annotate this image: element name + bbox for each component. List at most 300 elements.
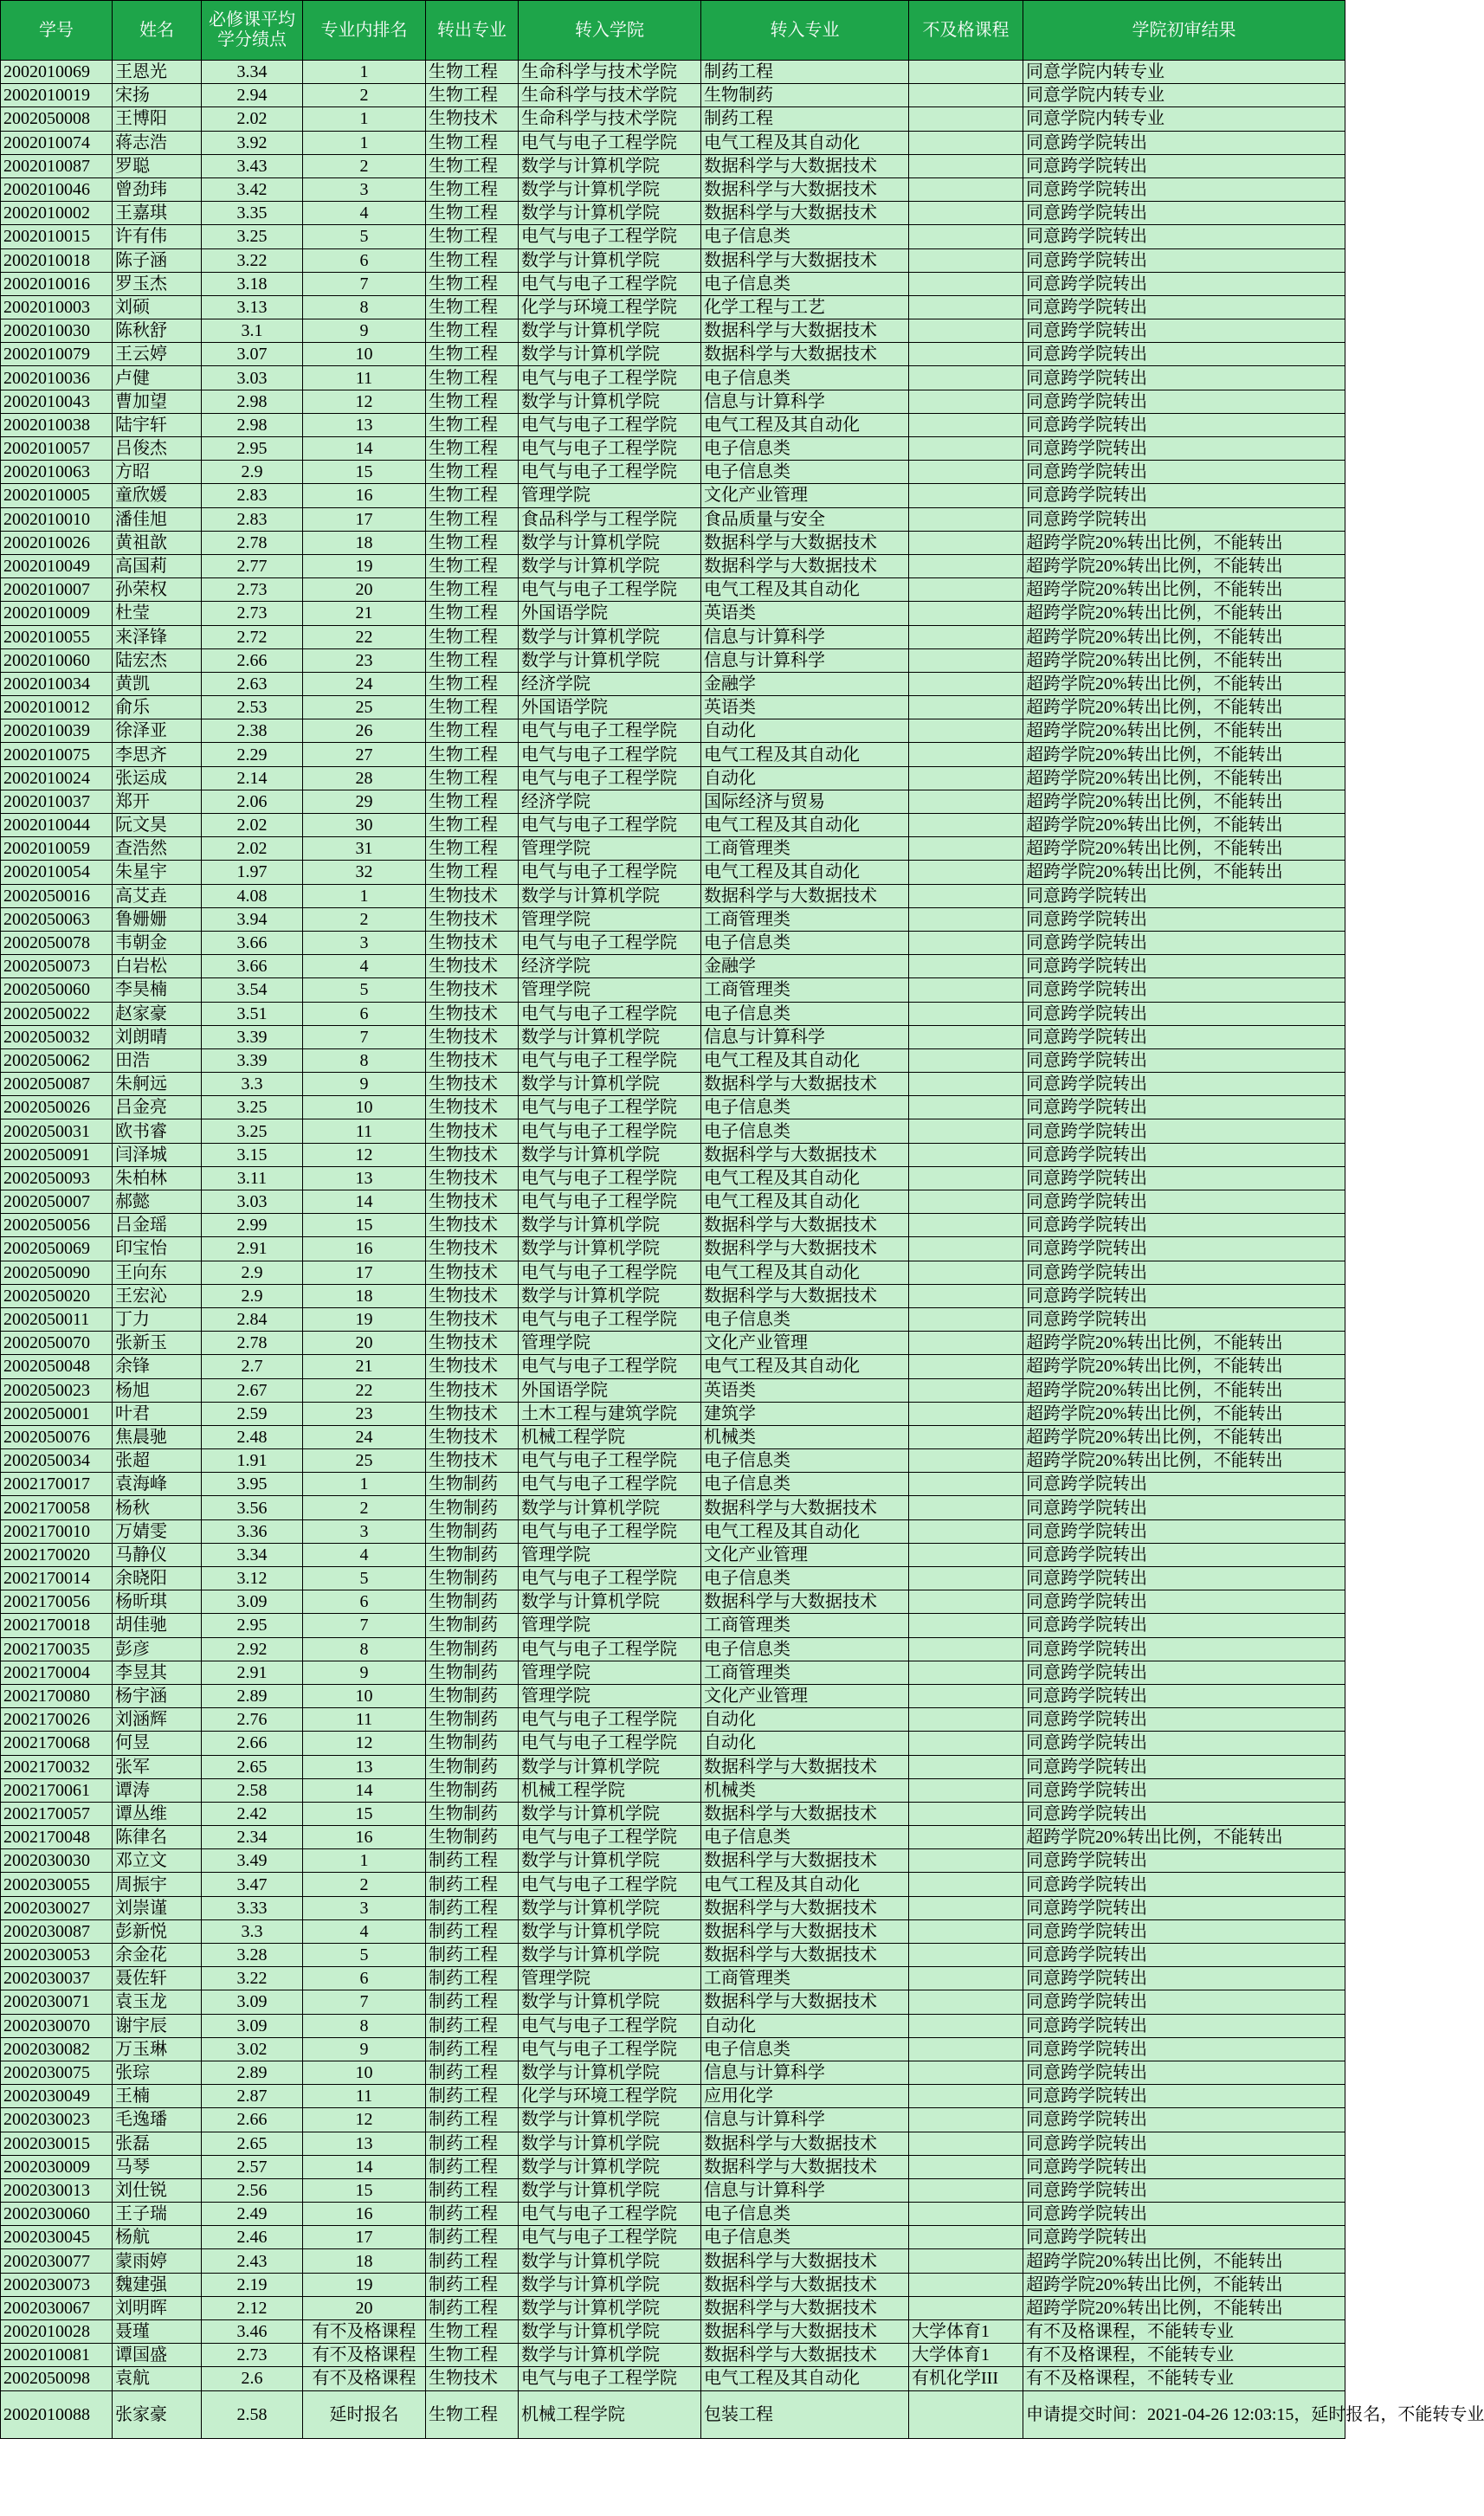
failed-course-cell[interactable] <box>909 2203 1023 2226</box>
name-cell[interactable]: 宋扬 <box>113 84 202 107</box>
to-major-cell[interactable]: 数据科学与大数据技术 <box>701 154 909 177</box>
gpa-cell[interactable]: 2.49 <box>202 2203 303 2226</box>
student-id-cell[interactable]: 2002030053 <box>1 1944 113 1967</box>
review-result-cell[interactable]: 超跨学院20%转出比例，不能转出 <box>1023 1332 1345 1355</box>
student-id-cell[interactable]: 2002010012 <box>1 696 113 719</box>
review-result-cell[interactable]: 同意跨学院转出 <box>1023 1802 1345 1825</box>
rank-cell[interactable]: 2 <box>303 1873 426 1896</box>
to-college-cell[interactable]: 机械工程学院 <box>519 2390 701 2438</box>
gpa-cell[interactable]: 3.09 <box>202 1590 303 1614</box>
student-id-cell[interactable]: 2002010057 <box>1 437 113 461</box>
gpa-cell[interactable]: 3.18 <box>202 272 303 295</box>
failed-course-cell[interactable] <box>909 2155 1023 2178</box>
to-major-cell[interactable]: 制药工程 <box>701 107 909 131</box>
failed-course-cell[interactable] <box>909 84 1023 107</box>
failed-course-cell[interactable] <box>909 2296 1023 2319</box>
rank-cell[interactable]: 25 <box>303 1449 426 1473</box>
to-major-cell[interactable]: 文化产业管理 <box>701 1684 909 1707</box>
gpa-cell[interactable]: 2.43 <box>202 2249 303 2273</box>
gpa-cell[interactable]: 2.95 <box>202 437 303 461</box>
review-result-cell[interactable]: 同意跨学院转出 <box>1023 1637 1345 1661</box>
to-college-cell[interactable]: 管理学院 <box>519 1543 701 1566</box>
failed-course-cell[interactable] <box>909 1802 1023 1825</box>
name-cell[interactable]: 张军 <box>113 1755 202 1778</box>
from-major-cell[interactable]: 生物制药 <box>426 1661 519 1684</box>
review-result-cell[interactable]: 同意跨学院转出 <box>1023 202 1345 225</box>
to-college-cell[interactable]: 电气与电子工程学院 <box>519 931 701 954</box>
review-result-cell[interactable]: 同意跨学院转出 <box>1023 1967 1345 1990</box>
name-cell[interactable]: 田浩 <box>113 1048 202 1072</box>
to-major-cell[interactable]: 自动化 <box>701 1708 909 1732</box>
review-result-cell[interactable]: 同意跨学院转出 <box>1023 1096 1345 1119</box>
to-major-cell[interactable]: 电气工程及其自动化 <box>701 814 909 837</box>
to-major-cell[interactable]: 信息与计算科学 <box>701 1025 909 1048</box>
student-id-cell[interactable]: 2002010018 <box>1 248 113 272</box>
student-id-cell[interactable]: 2002010005 <box>1 484 113 507</box>
to-major-cell[interactable]: 应用化学 <box>701 2085 909 2108</box>
gpa-cell[interactable]: 2.19 <box>202 2273 303 2296</box>
failed-course-cell[interactable] <box>909 1637 1023 1661</box>
student-id-cell[interactable]: 2002030009 <box>1 2155 113 2178</box>
student-id-cell[interactable]: 2002010002 <box>1 202 113 225</box>
student-id-cell[interactable]: 2002030049 <box>1 2085 113 2108</box>
student-id-cell[interactable]: 2002010016 <box>1 272 113 295</box>
failed-course-cell[interactable] <box>909 1496 1023 1519</box>
rank-cell[interactable]: 11 <box>303 2085 426 2108</box>
gpa-cell[interactable]: 3.3 <box>202 1919 303 1943</box>
to-college-cell[interactable]: 电气与电子工程学院 <box>519 1119 701 1143</box>
name-cell[interactable]: 白岩松 <box>113 955 202 978</box>
failed-course-cell[interactable] <box>909 2132 1023 2155</box>
from-major-cell[interactable]: 生物工程 <box>426 696 519 719</box>
to-major-cell[interactable]: 数据科学与大数据技术 <box>701 177 909 201</box>
from-major-cell[interactable]: 生物工程 <box>426 437 519 461</box>
to-college-cell[interactable]: 电气与电子工程学院 <box>519 1355 701 1378</box>
review-result-cell[interactable]: 超跨学院20%转出比例，不能转出 <box>1023 766 1345 790</box>
review-result-cell[interactable]: 超跨学院20%转出比例，不能转出 <box>1023 743 1345 766</box>
failed-course-cell[interactable] <box>909 248 1023 272</box>
to-college-cell[interactable]: 数学与计算机学院 <box>519 1284 701 1307</box>
name-cell[interactable]: 张运成 <box>113 766 202 790</box>
from-major-cell[interactable]: 生物工程 <box>426 295 519 319</box>
name-cell[interactable]: 万婧雯 <box>113 1519 202 1543</box>
failed-course-cell[interactable] <box>909 1873 1023 1896</box>
review-result-cell[interactable]: 同意跨学院转出 <box>1023 884 1345 907</box>
review-result-cell[interactable]: 同意跨学院转出 <box>1023 907 1345 931</box>
to-college-cell[interactable]: 生命科学与技术学院 <box>519 107 701 131</box>
student-id-cell[interactable]: 2002050056 <box>1 1214 113 1237</box>
student-id-cell[interactable]: 2002170058 <box>1 1496 113 1519</box>
review-result-cell[interactable]: 同意跨学院转出 <box>1023 2037 1345 2061</box>
gpa-cell[interactable]: 2.66 <box>202 2108 303 2132</box>
student-id-cell[interactable]: 2002010015 <box>1 225 113 248</box>
student-id-cell[interactable]: 2002170057 <box>1 1802 113 1825</box>
failed-course-cell[interactable] <box>909 154 1023 177</box>
from-major-cell[interactable]: 制药工程 <box>426 2085 519 2108</box>
failed-course-cell[interactable] <box>909 1473 1023 1496</box>
from-major-cell[interactable]: 制药工程 <box>426 2273 519 2296</box>
failed-course-cell[interactable] <box>909 1755 1023 1778</box>
failed-course-cell[interactable] <box>909 907 1023 931</box>
to-major-cell[interactable]: 电气工程及其自动化 <box>701 1355 909 1378</box>
failed-course-cell[interactable] <box>909 1826 1023 1849</box>
name-cell[interactable]: 杨秋 <box>113 1496 202 1519</box>
from-major-cell[interactable]: 生物技术 <box>426 1143 519 1166</box>
to-college-cell[interactable]: 电气与电子工程学院 <box>519 2203 701 2226</box>
from-major-cell[interactable]: 生物技术 <box>426 107 519 131</box>
to-college-cell[interactable]: 数学与计算机学院 <box>519 1755 701 1778</box>
from-major-cell[interactable]: 生物技术 <box>426 1073 519 1096</box>
to-college-cell[interactable]: 食品科学与工程学院 <box>519 507 701 531</box>
failed-course-cell[interactable] <box>909 602 1023 625</box>
to-major-cell[interactable]: 信息与计算科学 <box>701 648 909 672</box>
gpa-cell[interactable]: 2.48 <box>202 1425 303 1448</box>
to-college-cell[interactable]: 数学与计算机学院 <box>519 2344 701 2367</box>
to-major-cell[interactable]: 数据科学与大数据技术 <box>701 884 909 907</box>
to-major-cell[interactable]: 信息与计算科学 <box>701 2178 909 2202</box>
from-major-cell[interactable]: 生物技术 <box>426 2367 519 2390</box>
from-major-cell[interactable]: 生物技术 <box>426 1261 519 1284</box>
student-id-cell[interactable]: 2002050060 <box>1 978 113 1002</box>
rank-cell[interactable]: 5 <box>303 225 426 248</box>
from-major-cell[interactable]: 生物制药 <box>426 1708 519 1732</box>
gpa-cell[interactable]: 2.76 <box>202 1708 303 1732</box>
name-cell[interactable]: 王博阳 <box>113 107 202 131</box>
student-id-cell[interactable]: 2002050023 <box>1 1378 113 1402</box>
rank-cell[interactable]: 21 <box>303 602 426 625</box>
review-result-cell[interactable]: 同意学院内转专业 <box>1023 84 1345 107</box>
to-college-cell[interactable]: 电气与电子工程学院 <box>519 719 701 743</box>
rank-cell[interactable]: 18 <box>303 531 426 554</box>
rank-cell[interactable]: 10 <box>303 343 426 366</box>
to-major-cell[interactable]: 机械类 <box>701 1778 909 1802</box>
rank-cell[interactable]: 9 <box>303 1073 426 1096</box>
to-college-cell[interactable]: 外国语学院 <box>519 696 701 719</box>
to-major-cell[interactable]: 电子信息类 <box>701 1096 909 1119</box>
failed-course-cell[interactable] <box>909 343 1023 366</box>
header-review-result[interactable]: 学院初审结果 <box>1023 1 1345 61</box>
to-major-cell[interactable]: 电气工程及其自动化 <box>701 1048 909 1072</box>
to-major-cell[interactable]: 自动化 <box>701 719 909 743</box>
failed-course-cell[interactable] <box>909 1261 1023 1284</box>
gpa-cell[interactable]: 2.95 <box>202 1614 303 1637</box>
to-major-cell[interactable]: 数据科学与大数据技术 <box>701 1944 909 1967</box>
from-major-cell[interactable]: 制药工程 <box>426 2155 519 2178</box>
to-major-cell[interactable]: 包装工程 <box>701 2390 909 2438</box>
from-major-cell[interactable]: 制药工程 <box>426 2226 519 2249</box>
failed-course-cell[interactable] <box>909 1143 1023 1166</box>
failed-course-cell[interactable] <box>909 461 1023 484</box>
gpa-cell[interactable]: 3.22 <box>202 1967 303 1990</box>
to-college-cell[interactable]: 数学与计算机学院 <box>519 554 701 577</box>
review-result-cell[interactable]: 同意跨学院转出 <box>1023 1025 1345 1048</box>
name-cell[interactable]: 蒋志浩 <box>113 131 202 154</box>
failed-course-cell[interactable] <box>909 1073 1023 1096</box>
student-id-cell[interactable]: 2002010054 <box>1 861 113 884</box>
review-result-cell[interactable]: 超跨学院20%转出比例，不能转出 <box>1023 625 1345 648</box>
to-major-cell[interactable]: 数据科学与大数据技术 <box>701 2155 909 2178</box>
from-major-cell[interactable]: 制药工程 <box>426 1967 519 1990</box>
to-college-cell[interactable]: 电气与电子工程学院 <box>519 225 701 248</box>
gpa-cell[interactable]: 3.25 <box>202 225 303 248</box>
from-major-cell[interactable]: 生物工程 <box>426 861 519 884</box>
name-cell[interactable]: 朱星宇 <box>113 861 202 884</box>
review-result-cell[interactable]: 同意跨学院转出 <box>1023 2178 1345 2202</box>
header-failed-courses[interactable]: 不及格课程 <box>909 1 1023 61</box>
student-id-cell[interactable]: 2002050022 <box>1 1002 113 1025</box>
from-major-cell[interactable]: 生物技术 <box>426 1284 519 1307</box>
student-id-cell[interactable]: 2002030023 <box>1 2108 113 2132</box>
rank-cell[interactable]: 8 <box>303 1637 426 1661</box>
from-major-cell[interactable]: 生物工程 <box>426 507 519 531</box>
gpa-cell[interactable]: 3.46 <box>202 2320 303 2344</box>
from-major-cell[interactable]: 生物技术 <box>426 1002 519 1025</box>
from-major-cell[interactable]: 制药工程 <box>426 2061 519 2084</box>
gpa-cell[interactable]: 2.92 <box>202 1637 303 1661</box>
gpa-cell[interactable]: 2.9 <box>202 1261 303 1284</box>
rank-cell[interactable]: 11 <box>303 366 426 390</box>
from-major-cell[interactable]: 生物制药 <box>426 1543 519 1566</box>
review-result-cell[interactable]: 超跨学院20%转出比例，不能转出 <box>1023 1355 1345 1378</box>
name-cell[interactable]: 袁玉龙 <box>113 1990 202 2014</box>
to-major-cell[interactable]: 电气工程及其自动化 <box>701 743 909 766</box>
name-cell[interactable]: 袁海峰 <box>113 1473 202 1496</box>
rank-cell[interactable]: 13 <box>303 1166 426 1190</box>
rank-cell[interactable]: 6 <box>303 248 426 272</box>
from-major-cell[interactable]: 生物制药 <box>426 1684 519 1707</box>
from-major-cell[interactable]: 生物制药 <box>426 1802 519 1825</box>
review-result-cell[interactable]: 同意跨学院转出 <box>1023 1284 1345 1307</box>
review-result-cell[interactable]: 同意跨学院转出 <box>1023 1543 1345 1566</box>
from-major-cell[interactable]: 生物工程 <box>426 461 519 484</box>
gpa-cell[interactable]: 3.54 <box>202 978 303 1002</box>
gpa-cell[interactable]: 2.84 <box>202 1307 303 1331</box>
student-id-cell[interactable]: 2002170004 <box>1 1661 113 1684</box>
rank-cell[interactable]: 20 <box>303 1332 426 1355</box>
to-major-cell[interactable]: 数据科学与大数据技术 <box>701 319 909 343</box>
name-cell[interactable]: 王嘉琪 <box>113 202 202 225</box>
from-major-cell[interactable]: 生物技术 <box>426 1096 519 1119</box>
from-major-cell[interactable]: 制药工程 <box>426 1873 519 1896</box>
failed-course-cell[interactable] <box>909 1237 1023 1261</box>
header-name[interactable]: 姓名 <box>113 1 202 61</box>
failed-course-cell[interactable] <box>909 225 1023 248</box>
from-major-cell[interactable]: 生物工程 <box>426 743 519 766</box>
failed-course-cell[interactable] <box>909 1661 1023 1684</box>
name-cell[interactable]: 鲁姗姗 <box>113 907 202 931</box>
from-major-cell[interactable]: 生物技术 <box>426 1190 519 1214</box>
from-major-cell[interactable]: 生物工程 <box>426 2390 519 2438</box>
name-cell[interactable]: 罗聪 <box>113 154 202 177</box>
failed-course-cell[interactable] <box>909 1002 1023 1025</box>
failed-course-cell[interactable]: 大学体育1 <box>909 2344 1023 2367</box>
to-college-cell[interactable]: 土木工程与建筑学院 <box>519 1402 701 1425</box>
review-result-cell[interactable]: 同意跨学院转出 <box>1023 978 1345 1002</box>
name-cell[interactable]: 谭国盛 <box>113 2344 202 2367</box>
name-cell[interactable]: 彭新悦 <box>113 1919 202 1943</box>
failed-course-cell[interactable] <box>909 2249 1023 2273</box>
failed-course-cell[interactable] <box>909 1425 1023 1448</box>
review-result-cell[interactable]: 同意跨学院转出 <box>1023 366 1345 390</box>
review-result-cell[interactable]: 超跨学院20%转出比例，不能转出 <box>1023 578 1345 602</box>
rank-cell[interactable]: 22 <box>303 1378 426 1402</box>
name-cell[interactable]: 马静仪 <box>113 1543 202 1566</box>
to-major-cell[interactable]: 工商管理类 <box>701 1967 909 1990</box>
to-major-cell[interactable]: 电子信息类 <box>701 1567 909 1590</box>
gpa-cell[interactable]: 3.39 <box>202 1025 303 1048</box>
rank-cell[interactable]: 27 <box>303 743 426 766</box>
gpa-cell[interactable]: 2.9 <box>202 461 303 484</box>
rank-cell[interactable]: 15 <box>303 1214 426 1237</box>
gpa-cell[interactable]: 3.66 <box>202 931 303 954</box>
gpa-cell[interactable]: 3.02 <box>202 2037 303 2061</box>
student-id-cell[interactable]: 2002050070 <box>1 1332 113 1355</box>
gpa-cell[interactable]: 2.53 <box>202 696 303 719</box>
rank-cell[interactable]: 4 <box>303 1919 426 1943</box>
to-major-cell[interactable]: 电气工程及其自动化 <box>701 1190 909 1214</box>
to-major-cell[interactable]: 电气工程及其自动化 <box>701 1519 909 1543</box>
name-cell[interactable]: 焦晨驰 <box>113 1425 202 1448</box>
rank-cell[interactable]: 6 <box>303 1002 426 1025</box>
from-major-cell[interactable]: 生物技术 <box>426 907 519 931</box>
failed-course-cell[interactable] <box>909 719 1023 743</box>
review-result-cell[interactable]: 同意跨学院转出 <box>1023 1496 1345 1519</box>
student-id-cell[interactable]: 2002170017 <box>1 1473 113 1496</box>
student-id-cell[interactable]: 2002050062 <box>1 1048 113 1072</box>
from-major-cell[interactable]: 生物工程 <box>426 131 519 154</box>
gpa-cell[interactable]: 2.73 <box>202 602 303 625</box>
name-cell[interactable]: 蒙雨婷 <box>113 2249 202 2273</box>
name-cell[interactable]: 陆宇轩 <box>113 413 202 436</box>
name-cell[interactable]: 印宝怡 <box>113 1237 202 1261</box>
to-college-cell[interactable]: 电气与电子工程学院 <box>519 366 701 390</box>
review-result-cell[interactable]: 同意跨学院转出 <box>1023 1190 1345 1214</box>
gpa-cell[interactable]: 2.98 <box>202 390 303 413</box>
name-cell[interactable]: 俞乐 <box>113 696 202 719</box>
to-major-cell[interactable]: 数据科学与大数据技术 <box>701 1237 909 1261</box>
rank-cell[interactable]: 1 <box>303 884 426 907</box>
from-major-cell[interactable]: 制药工程 <box>426 1990 519 2014</box>
to-college-cell[interactable]: 数学与计算机学院 <box>519 1919 701 1943</box>
student-id-cell[interactable]: 2002010088 <box>1 2390 113 2438</box>
student-id-cell[interactable]: 2002050048 <box>1 1355 113 1378</box>
rank-cell[interactable]: 3 <box>303 177 426 201</box>
name-cell[interactable]: 张超 <box>113 1449 202 1473</box>
name-cell[interactable]: 高国莉 <box>113 554 202 577</box>
gpa-cell[interactable]: 3.3 <box>202 1073 303 1096</box>
name-cell[interactable]: 王云婷 <box>113 343 202 366</box>
from-major-cell[interactable]: 生物技术 <box>426 1237 519 1261</box>
student-id-cell[interactable]: 2002030037 <box>1 1967 113 1990</box>
gpa-cell[interactable]: 2.9 <box>202 1284 303 1307</box>
from-major-cell[interactable]: 制药工程 <box>426 2249 519 2273</box>
rank-cell[interactable]: 9 <box>303 319 426 343</box>
student-id-cell[interactable]: 2002010010 <box>1 507 113 531</box>
to-college-cell[interactable]: 数学与计算机学院 <box>519 2155 701 2178</box>
gpa-cell[interactable]: 2.91 <box>202 1661 303 1684</box>
to-major-cell[interactable]: 数据科学与大数据技术 <box>701 1496 909 1519</box>
to-college-cell[interactable]: 电气与电子工程学院 <box>519 861 701 884</box>
review-result-cell[interactable]: 同意跨学院转出 <box>1023 1002 1345 1025</box>
to-major-cell[interactable]: 电子信息类 <box>701 1637 909 1661</box>
student-id-cell[interactable]: 2002050034 <box>1 1449 113 1473</box>
student-id-cell[interactable]: 2002050098 <box>1 2367 113 2390</box>
rank-cell[interactable]: 12 <box>303 1732 426 1755</box>
to-major-cell[interactable]: 数据科学与大数据技术 <box>701 2132 909 2155</box>
failed-course-cell[interactable] <box>909 272 1023 295</box>
rank-cell[interactable]: 6 <box>303 1967 426 1990</box>
to-major-cell[interactable]: 英语类 <box>701 602 909 625</box>
to-college-cell[interactable]: 外国语学院 <box>519 1378 701 1402</box>
to-major-cell[interactable]: 电子信息类 <box>701 272 909 295</box>
rank-cell[interactable]: 24 <box>303 672 426 695</box>
review-result-cell[interactable]: 同意跨学院转出 <box>1023 1143 1345 1166</box>
to-college-cell[interactable]: 数学与计算机学院 <box>519 2249 701 2273</box>
to-college-cell[interactable]: 管理学院 <box>519 837 701 861</box>
rank-cell[interactable]: 29 <box>303 790 426 813</box>
gpa-cell[interactable]: 3.28 <box>202 1944 303 1967</box>
from-major-cell[interactable]: 生物工程 <box>426 672 519 695</box>
to-major-cell[interactable]: 金融学 <box>701 955 909 978</box>
rank-cell[interactable]: 13 <box>303 1755 426 1778</box>
to-major-cell[interactable]: 数据科学与大数据技术 <box>701 1802 909 1825</box>
student-id-cell[interactable]: 2002010039 <box>1 719 113 743</box>
from-major-cell[interactable]: 生物制药 <box>426 1496 519 1519</box>
name-cell[interactable]: 张磊 <box>113 2132 202 2155</box>
from-major-cell[interactable]: 生物工程 <box>426 225 519 248</box>
to-college-cell[interactable]: 电气与电子工程学院 <box>519 1307 701 1331</box>
to-major-cell[interactable]: 数据科学与大数据技术 <box>701 2273 909 2296</box>
failed-course-cell[interactable] <box>909 1025 1023 1048</box>
rank-cell[interactable]: 10 <box>303 1684 426 1707</box>
gpa-cell[interactable]: 3.34 <box>202 61 303 84</box>
to-college-cell[interactable]: 数学与计算机学院 <box>519 2273 701 2296</box>
from-major-cell[interactable]: 制药工程 <box>426 1896 519 1919</box>
student-id-cell[interactable]: 2002010028 <box>1 2320 113 2344</box>
review-result-cell[interactable]: 同意跨学院转出 <box>1023 1048 1345 1072</box>
rank-cell[interactable]: 4 <box>303 202 426 225</box>
student-id-cell[interactable]: 2002010037 <box>1 790 113 813</box>
review-result-cell[interactable]: 同意跨学院转出 <box>1023 2132 1345 2155</box>
gpa-cell[interactable]: 2.56 <box>202 2178 303 2202</box>
to-college-cell[interactable]: 管理学院 <box>519 1967 701 1990</box>
name-cell[interactable]: 陆宏杰 <box>113 648 202 672</box>
rank-cell[interactable]: 18 <box>303 2249 426 2273</box>
name-cell[interactable]: 王恩光 <box>113 61 202 84</box>
to-college-cell[interactable]: 数学与计算机学院 <box>519 1802 701 1825</box>
name-cell[interactable]: 叶君 <box>113 1402 202 1425</box>
from-major-cell[interactable]: 制药工程 <box>426 2132 519 2155</box>
student-id-cell[interactable]: 2002030067 <box>1 2296 113 2319</box>
review-result-cell[interactable]: 超跨学院20%转出比例，不能转出 <box>1023 1449 1345 1473</box>
rank-cell[interactable]: 有不及格课程 <box>303 2344 426 2367</box>
to-college-cell[interactable]: 电气与电子工程学院 <box>519 1096 701 1119</box>
failed-course-cell[interactable] <box>909 2037 1023 2061</box>
gpa-cell[interactable]: 2.06 <box>202 790 303 813</box>
failed-course-cell[interactable] <box>909 2178 1023 2202</box>
review-result-cell[interactable]: 超跨学院20%转出比例，不能转出 <box>1023 837 1345 861</box>
rank-cell[interactable]: 12 <box>303 2108 426 2132</box>
from-major-cell[interactable]: 生物工程 <box>426 413 519 436</box>
student-id-cell[interactable]: 2002010074 <box>1 131 113 154</box>
name-cell[interactable]: 魏建强 <box>113 2273 202 2296</box>
review-result-cell[interactable]: 同意跨学院转出 <box>1023 1732 1345 1755</box>
gpa-cell[interactable]: 3.39 <box>202 1048 303 1072</box>
review-result-cell[interactable]: 同意跨学院转出 <box>1023 225 1345 248</box>
name-cell[interactable]: 闫泽城 <box>113 1143 202 1166</box>
review-result-cell[interactable]: 超跨学院20%转出比例，不能转出 <box>1023 672 1345 695</box>
student-id-cell[interactable]: 2002170018 <box>1 1614 113 1637</box>
